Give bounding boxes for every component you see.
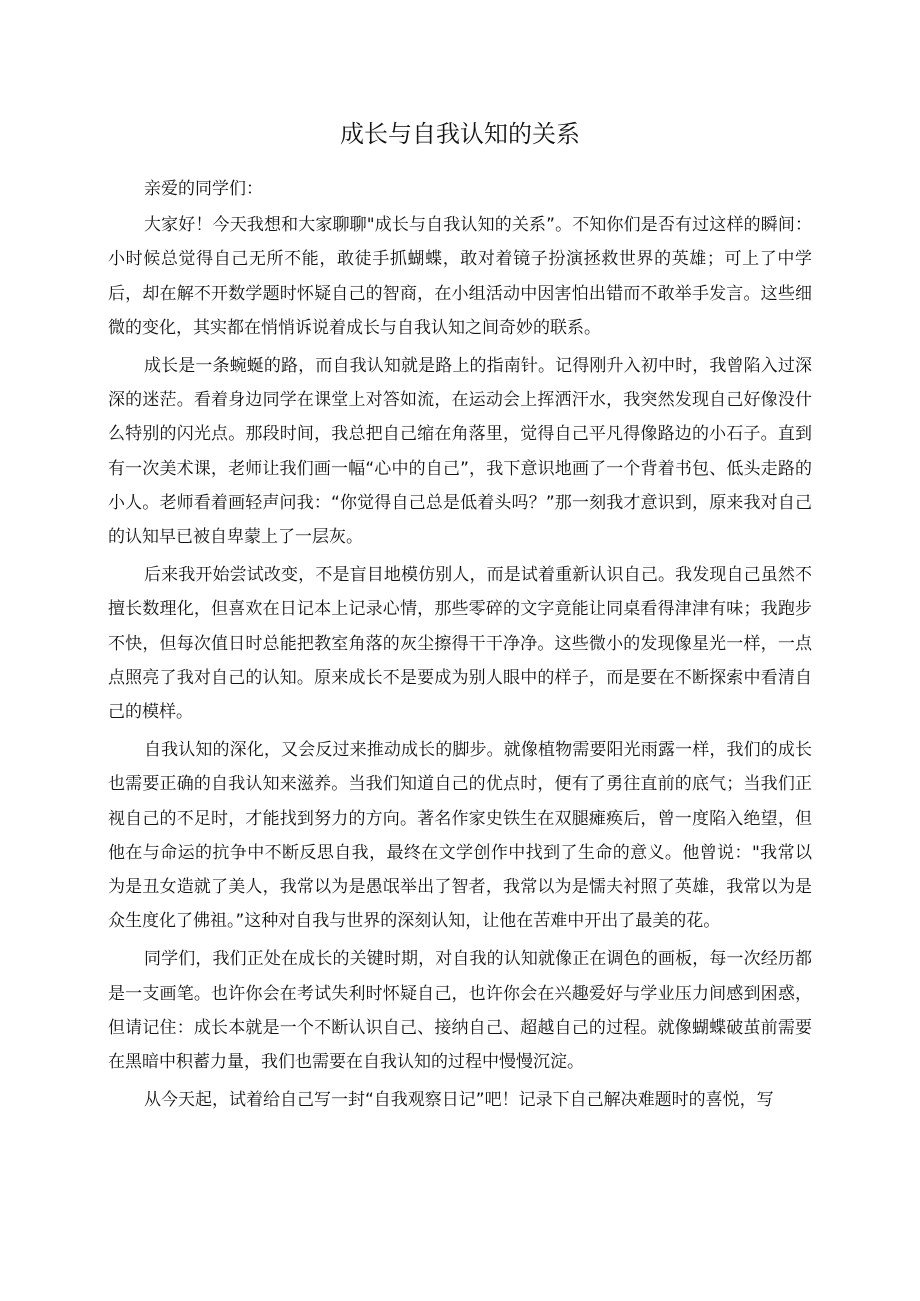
paragraph-greeting: 亲爱的同学们： — [144, 179, 263, 199]
document-body — [108, 172, 812, 1121]
paragraph-classmates: 同学们，我们正处在成长的关键时期，对自我的认知就像正在调色的画板，每一次经历都是一支画笔。也许你会在考试失利时怀疑自己，也许你会在兴趣爱好与学业压力间感到困惑，但请记住：成长本就是一个不断认识自己、接纳自己、超越自己的过程。就像蝴蝶破茧前需要在黑暗中积蓄力量，我们也需要在自我认知的过程中慢慢沉淀。 — [108, 949, 812, 1073]
document-title: 成长与自我认知的关系 — [340, 120, 580, 148]
paragraph-intro: 大家好！今天我想和大家聊聊"成长与自我认知的关系”。不知你们是否有过这样的瞬间：小时候总觉得自己无所不能，敢徒手抓蝴蝶，敢对着镜子扮演拯救世界的英雄；可上了中学后，却在解不开数学题时怀疑自己的智商，在小组活动中因害怕出错而不敢举手发言。这些细微的变化，其实都在悄悄诉说着成长与自我认知之间奇妙的联系。 — [108, 215, 812, 338]
paragraph-change: 后来我开始尝试改变，不是盲目地模仿别人，而是试着重新认识自己。我发现自己虽然不擅长数理化，但喜欢在日记本上记录心情，那些零碎的文字竟能让同桌看得津津有味；我跑步不快，但每次值日时总能把教室角落的灰尘擦得干干净净。这些微小的发现像星光一样，一点点照亮了我对自己的认知。原来成长不是要成为别人眼中的样子，而是要在不断探索中看清自己的模样。 — [108, 565, 812, 723]
paragraph-diary: 从今天起，试着给自己写一封“自我观察日记”吧！记录下自己解决难题时的喜悦，写 — [144, 1090, 774, 1111]
paragraph-compass: 成长是一条蜿蜒的路，而自我认知就是路上的指南针。记得刚升入初中时，我曾陷入过深深的迷茫。看着身边同学在课堂上对答如流，在运动会上挥洒汗水，我突然发现自己好像没什么特别的闪光点。那段时间，我总把自己缩在角落里，觉得自己平凡得像路边的小石子。直到有一次美术课，老师让我们画一幅“心中的自己”，我下意识地画了一个背着书包、低头走路的小人。老师看着画轻声问我：“你觉得自己总是低着头吗？”那一刻我才意识到，原来我对自己的认知早已被自卑蒙上了一层灰。 — [108, 356, 812, 548]
paragraph-deepening: 自我认知的深化，又会反过来推动成长的脚步。就像植物需要阳光雨露一样，我们的成长也需要正确的自我认知来滋养。当我们知道自己的优点时，便有了勇往直前的底气；当我们正视自己的不足时，才能找到努力的方向。著名作家史铁生在双腿瘫痪后，曾一度陷入绝望，但他在与命运的抗争中不断反思自我，最终在文学创作中找到了生命的意义。他曾说："我常以为是丑女造就了美人，我常以为是愚氓举出了智者，我常以为是懦夫衬照了英雄，我常以为是众生度化了佛祖。”这种对自我与世界的深刻认知，让他在苦难中开出了最美的花。 — [108, 740, 812, 932]
